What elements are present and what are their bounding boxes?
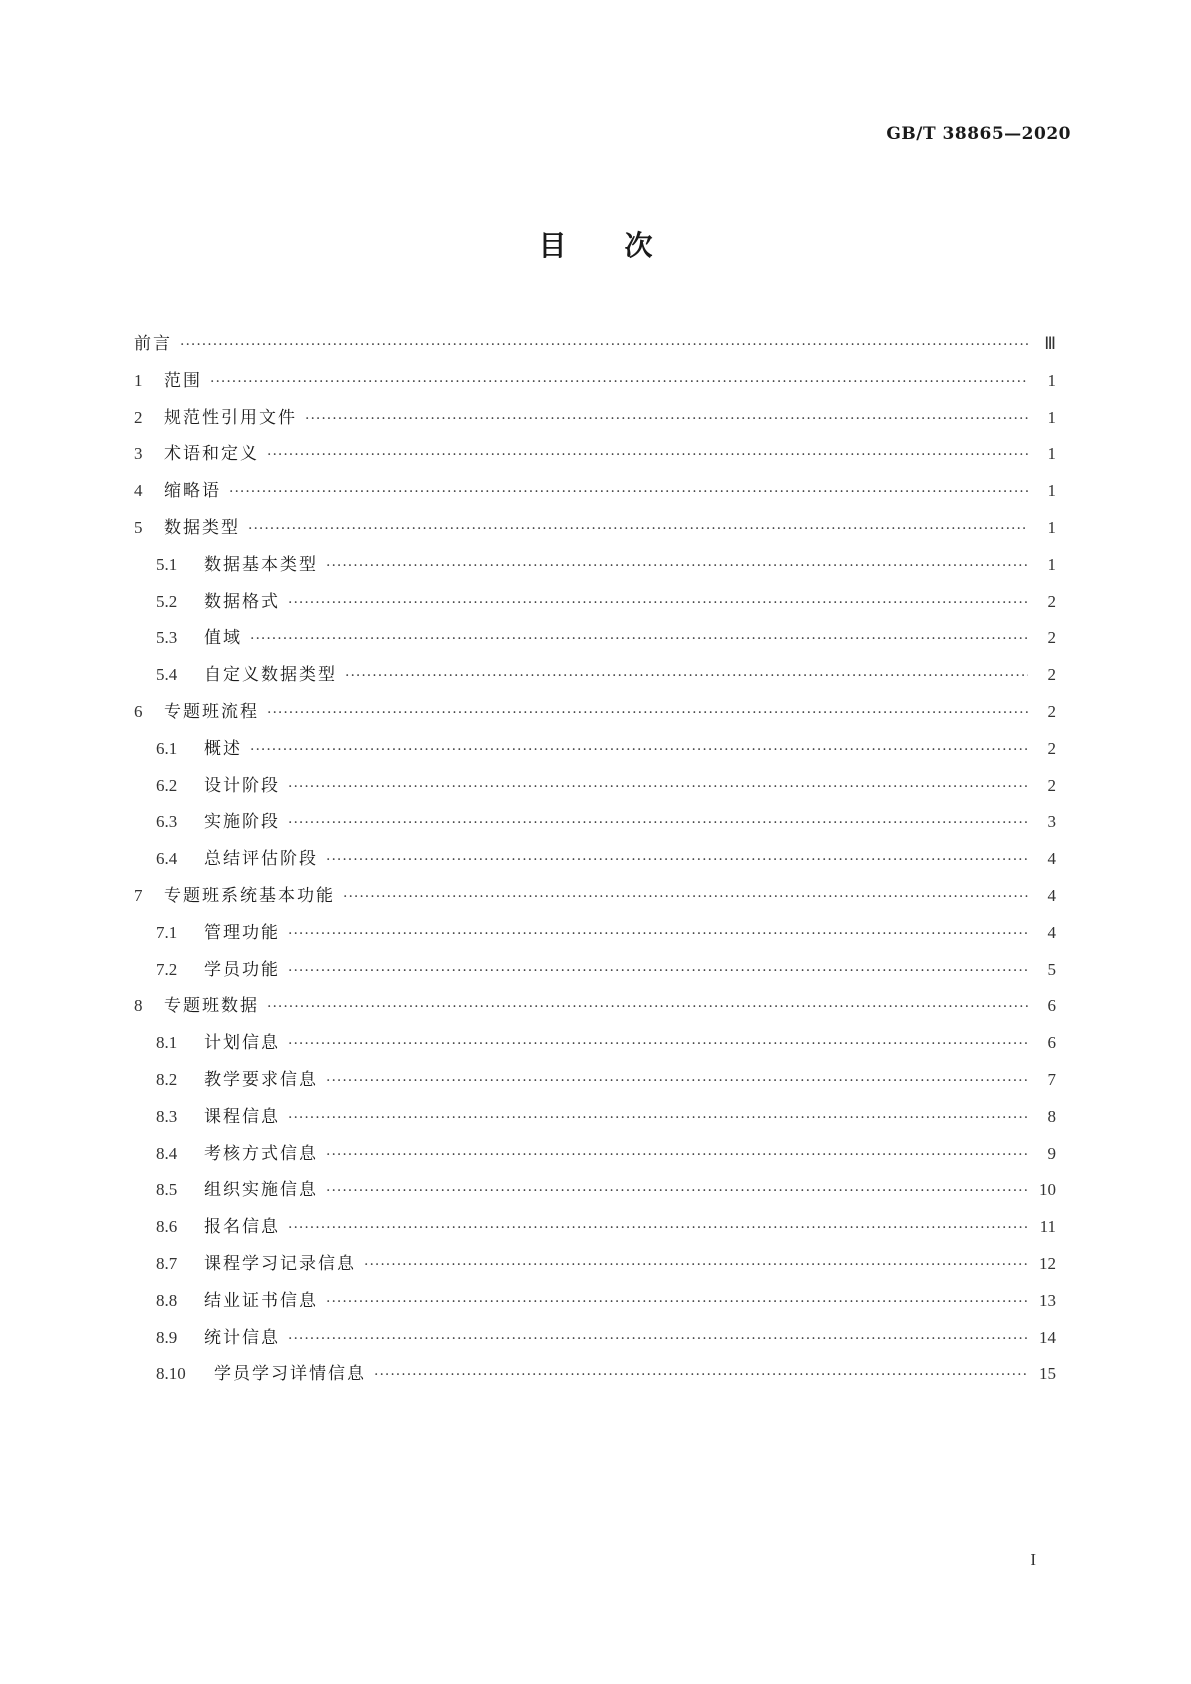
toc-entry-title: 结业证书信息 bbox=[204, 1290, 318, 1311]
toc-entry-page: 1 bbox=[1047, 370, 1056, 390]
toc-entry[interactable] bbox=[134, 988, 1056, 1025]
toc-dot-leader bbox=[374, 1357, 1028, 1394]
toc-dot-leader bbox=[288, 585, 1028, 622]
toc-entry-title: 数据基本类型 bbox=[204, 554, 318, 575]
toc-entry-title: 缩略语 bbox=[164, 481, 221, 502]
toc-entry[interactable] bbox=[134, 804, 1056, 841]
toc-entry[interactable] bbox=[134, 1246, 1056, 1283]
toc-entry-title: 值域 bbox=[204, 628, 242, 649]
toc-entry[interactable] bbox=[134, 620, 1056, 657]
toc-dot-leader bbox=[288, 805, 1028, 842]
toc-entry-title: 统计信息 bbox=[204, 1327, 280, 1348]
toc-entry-page: 6 bbox=[1047, 996, 1056, 1016]
toc-entry[interactable] bbox=[134, 952, 1056, 989]
toc-entry-page: 13 bbox=[1039, 1290, 1056, 1310]
toc-dot-leader bbox=[267, 695, 1028, 732]
toc-entry-page: 9 bbox=[1047, 1143, 1056, 1163]
toc-entry-title: 自定义数据类型 bbox=[204, 665, 337, 686]
toc-entry-page: 1 bbox=[1047, 407, 1056, 427]
toc-dot-leader bbox=[364, 1247, 1028, 1284]
toc-dot-leader bbox=[250, 732, 1028, 769]
toc-entry-page: 12 bbox=[1039, 1253, 1056, 1273]
toc-dot-leader bbox=[326, 1137, 1028, 1174]
toc-entry-title: 课程信息 bbox=[204, 1106, 280, 1127]
toc-entry-number: 7 bbox=[134, 885, 143, 905]
toc-entry-title: 管理功能 bbox=[204, 922, 280, 943]
toc-entry[interactable] bbox=[134, 584, 1056, 621]
toc-entry-number: 6 bbox=[134, 701, 143, 721]
toc-dot-leader bbox=[267, 989, 1028, 1026]
toc-entry-title: 专题班系统基本功能 bbox=[164, 885, 335, 906]
toc-entry[interactable] bbox=[134, 878, 1056, 915]
toc-entry[interactable] bbox=[134, 363, 1056, 400]
toc-entry-number: 8 bbox=[134, 996, 143, 1016]
toc-entry[interactable] bbox=[134, 1283, 1056, 1320]
toc-entry-number: 6.3 bbox=[156, 812, 178, 832]
toc-entry-page: 2 bbox=[1047, 775, 1056, 795]
toc-entry-page: 4 bbox=[1047, 885, 1056, 905]
toc-entry-title: 实施阶段 bbox=[204, 812, 280, 833]
toc-entry-number: 6.2 bbox=[156, 775, 178, 795]
toc-entry[interactable] bbox=[134, 473, 1056, 510]
toc-entry[interactable] bbox=[134, 731, 1056, 768]
toc-entry-page: 1 bbox=[1047, 481, 1056, 501]
toc-entry-page: Ⅲ bbox=[1044, 334, 1056, 353]
toc-entry[interactable] bbox=[134, 768, 1056, 805]
toc-entry-page: 10 bbox=[1039, 1180, 1056, 1200]
toc-entry-number: 5.1 bbox=[156, 554, 178, 574]
toc-entry-title: 数据类型 bbox=[164, 517, 240, 538]
toc-entry-number: 8.8 bbox=[156, 1290, 178, 1310]
standard-code: GB/T 38865—2020 bbox=[886, 124, 1071, 144]
toc-dot-leader bbox=[326, 1284, 1028, 1321]
toc-entry[interactable] bbox=[134, 1136, 1056, 1173]
toc-entry-title: 考核方式信息 bbox=[204, 1143, 318, 1164]
toc-entry[interactable] bbox=[134, 694, 1056, 731]
toc-entry-number: 8.4 bbox=[156, 1143, 178, 1163]
toc-dot-leader bbox=[180, 327, 1028, 364]
toc-entry[interactable] bbox=[134, 1025, 1056, 1062]
toc-entry[interactable] bbox=[134, 400, 1056, 437]
toc-dot-leader bbox=[326, 548, 1028, 585]
toc-entry-number: 5 bbox=[134, 517, 143, 537]
toc-entry-page: 1 bbox=[1047, 554, 1056, 574]
toc-entry-number: 3 bbox=[134, 444, 143, 464]
toc-entry[interactable] bbox=[134, 1209, 1056, 1246]
toc-dot-leader bbox=[305, 401, 1028, 438]
toc-entry-number: 6.1 bbox=[156, 738, 178, 758]
toc-entry-page: 4 bbox=[1047, 849, 1056, 869]
toc-entry-title: 学员功能 bbox=[204, 959, 280, 980]
toc-entry[interactable] bbox=[134, 841, 1056, 878]
toc-entry-title: 组织实施信息 bbox=[204, 1180, 318, 1201]
toc-entry-page: 2 bbox=[1047, 591, 1056, 611]
toc-entry-number: 5.4 bbox=[156, 665, 178, 685]
toc-entry-page: 11 bbox=[1039, 1217, 1056, 1237]
toc-entry-title: 术语和定义 bbox=[164, 444, 259, 465]
toc-dot-leader bbox=[345, 658, 1028, 695]
toc-entry-number: 8.3 bbox=[156, 1106, 178, 1126]
toc-entry-number: 8.6 bbox=[156, 1217, 178, 1237]
toc-entry-title: 范围 bbox=[164, 370, 202, 391]
toc-entry-page: 1 bbox=[1047, 444, 1056, 464]
toc-entry-number: 7.1 bbox=[156, 922, 178, 942]
toc-entry-page: 3 bbox=[1047, 812, 1056, 832]
toc-entry[interactable] bbox=[134, 510, 1056, 547]
toc-entry-number: 8.7 bbox=[156, 1253, 178, 1273]
toc-entry-number: 8.10 bbox=[156, 1364, 186, 1384]
toc-dot-leader bbox=[288, 1026, 1028, 1063]
toc-entry-title: 专题班数据 bbox=[164, 996, 259, 1017]
toc-dot-leader bbox=[288, 769, 1028, 806]
toc-dot-leader bbox=[248, 511, 1028, 548]
toc-entry-number: 5.2 bbox=[156, 591, 178, 611]
toc-dot-leader bbox=[343, 879, 1028, 916]
toc-dot-leader bbox=[267, 437, 1028, 474]
toc-entry-title: 学员学习详情信息 bbox=[214, 1364, 366, 1385]
page-number: I bbox=[1030, 1550, 1036, 1569]
toc-dot-leader bbox=[288, 953, 1028, 990]
toc-entry-number: 8.2 bbox=[156, 1069, 178, 1089]
toc-entry-title: 概述 bbox=[204, 738, 242, 759]
toc-entry-title: 规范性引用文件 bbox=[164, 407, 297, 428]
toc-entry[interactable] bbox=[134, 657, 1056, 694]
toc-entry-title: 教学要求信息 bbox=[204, 1069, 318, 1090]
toc-entry[interactable] bbox=[134, 547, 1056, 584]
toc-entry-page: 2 bbox=[1047, 665, 1056, 685]
toc-dot-leader bbox=[288, 1321, 1028, 1358]
toc-entry-page: 2 bbox=[1047, 738, 1056, 758]
toc-entry-page: 14 bbox=[1039, 1327, 1056, 1347]
toc-entry-title: 前言 bbox=[134, 334, 172, 354]
toc-entry-page: 6 bbox=[1047, 1033, 1056, 1053]
toc-entry[interactable] bbox=[134, 1172, 1056, 1209]
toc-entry-number: 8.9 bbox=[156, 1327, 178, 1347]
toc-dot-leader bbox=[210, 364, 1028, 401]
toc-entry-page: 1 bbox=[1047, 517, 1056, 537]
toc-entry-page: 4 bbox=[1047, 922, 1056, 942]
toc-entry-page: 2 bbox=[1047, 628, 1056, 648]
toc-entry[interactable] bbox=[134, 1320, 1056, 1357]
toc-entry[interactable] bbox=[134, 326, 1056, 363]
toc-dot-leader bbox=[326, 1063, 1028, 1100]
toc-dot-leader bbox=[326, 1173, 1028, 1210]
toc-entry-title: 设计阶段 bbox=[204, 775, 280, 796]
toc-entry-title: 专题班流程 bbox=[164, 701, 259, 722]
toc-entry[interactable] bbox=[134, 1356, 1056, 1393]
toc-entry-number: 8.5 bbox=[156, 1180, 178, 1200]
toc-entry-page: 8 bbox=[1047, 1106, 1056, 1126]
toc-entry-title: 报名信息 bbox=[204, 1217, 280, 1238]
toc-entry-page: 5 bbox=[1047, 959, 1056, 979]
toc-dot-leader bbox=[326, 842, 1028, 879]
toc-entry-number: 1 bbox=[134, 370, 143, 390]
toc-entry-page: 15 bbox=[1039, 1364, 1056, 1384]
toc-entry-page: 7 bbox=[1047, 1069, 1056, 1089]
toc-entry-number: 5.3 bbox=[156, 628, 178, 648]
toc-entry-number: 7.2 bbox=[156, 959, 178, 979]
toc-entry-number: 6.4 bbox=[156, 849, 178, 869]
toc-dot-leader bbox=[229, 474, 1028, 511]
toc-entry-number: 2 bbox=[134, 407, 143, 427]
toc-entry-title: 数据格式 bbox=[204, 591, 280, 612]
toc-dot-leader bbox=[288, 916, 1028, 953]
toc-dot-leader bbox=[288, 1210, 1028, 1247]
toc-entry[interactable] bbox=[134, 1099, 1056, 1136]
toc-entry-number: 4 bbox=[134, 481, 143, 501]
toc-entry[interactable] bbox=[134, 915, 1056, 952]
page-title: 目次 bbox=[538, 229, 711, 262]
table-of-contents bbox=[134, 326, 1056, 1393]
toc-entry[interactable] bbox=[134, 1062, 1056, 1099]
toc-entry[interactable] bbox=[134, 436, 1056, 473]
toc-entry-title: 总结评估阶段 bbox=[204, 849, 318, 870]
toc-entry-title: 课程学习记录信息 bbox=[204, 1253, 356, 1274]
toc-dot-leader bbox=[250, 621, 1028, 658]
toc-entry-title: 计划信息 bbox=[204, 1033, 280, 1054]
toc-entry-number: 8.1 bbox=[156, 1033, 178, 1053]
toc-entry-page: 2 bbox=[1047, 701, 1056, 721]
toc-dot-leader bbox=[288, 1100, 1028, 1137]
